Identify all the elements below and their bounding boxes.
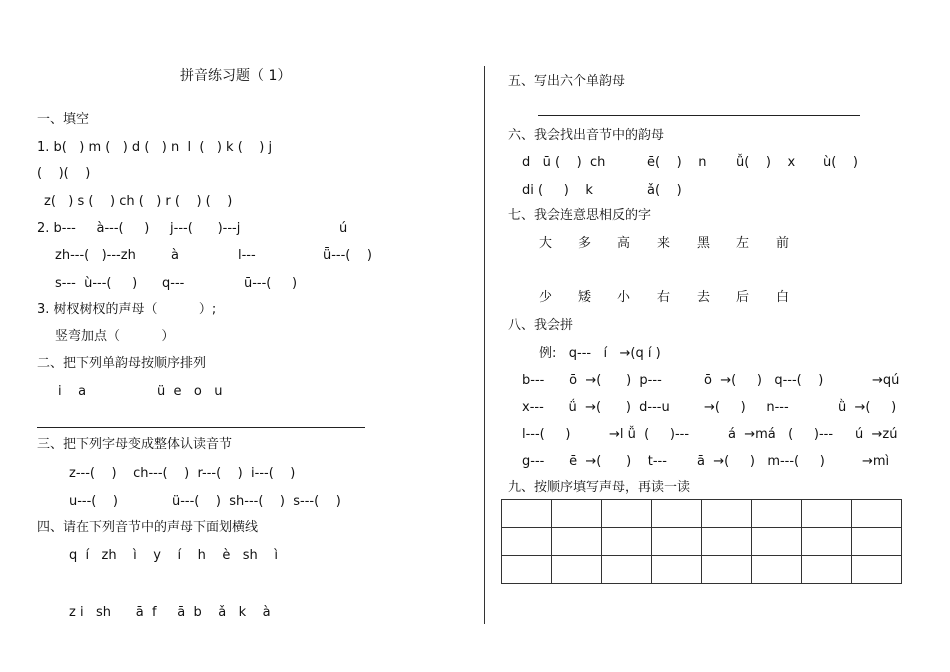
- grid-cell[interactable]: [752, 528, 802, 556]
- fill-line-3: z( ) s ( ) ch ( ) r ( ) ( ): [44, 194, 233, 209]
- spell-line-1-c: →qú: [872, 373, 900, 388]
- syllable-line-2: u---( ): [69, 494, 118, 509]
- antonym-char: 后: [736, 290, 750, 305]
- spell-line-2-c: ǜ →( ): [838, 400, 897, 415]
- spell-line-4: g--- ē →( ) t---: [522, 454, 667, 469]
- grid-cell[interactable]: [652, 528, 702, 556]
- grid-cell[interactable]: [552, 500, 602, 528]
- antonym-char: 左: [736, 236, 750, 251]
- grid-cell[interactable]: [652, 500, 702, 528]
- answer-line: [37, 427, 365, 428]
- spell-example: 例: q--- í →(q í ): [539, 346, 661, 361]
- section-9-heading: 九、按顺序填写声母，再读一读: [508, 480, 691, 495]
- answer-line: [538, 115, 860, 116]
- section-1-heading: 一、填空: [37, 112, 90, 127]
- finals-line-2: di ( ) k: [522, 183, 593, 198]
- section-5-heading: 五、写出六个单韵母: [508, 74, 626, 89]
- antonym-char: 高: [617, 236, 631, 251]
- grid-cell[interactable]: [502, 528, 552, 556]
- grid-cell[interactable]: [602, 528, 652, 556]
- spell-line-4-b: ā →( ) m---( ): [697, 454, 825, 469]
- initials-grid: [501, 499, 902, 584]
- grid-cell[interactable]: [502, 500, 552, 528]
- fill-line-4-tail: ú: [339, 221, 348, 236]
- spell-line-3-d: ú →zú: [855, 427, 898, 442]
- grid-cell[interactable]: [602, 556, 652, 584]
- grid-cell[interactable]: [552, 528, 602, 556]
- vowels-list-b: ü e o u: [157, 384, 223, 399]
- vowels-list-a: i a: [58, 384, 87, 399]
- spell-line-1: b--- ō →( ) p---: [522, 373, 662, 388]
- grid-cell[interactable]: [702, 500, 752, 528]
- grid-cell[interactable]: [652, 556, 702, 584]
- fill-line-4: 2. b--- à---( ) j---( )---j: [37, 221, 241, 236]
- fill-line-5-d: ǖ---( ): [323, 248, 372, 263]
- grid-cell[interactable]: [802, 556, 852, 584]
- spell-line-3: l---( ): [522, 427, 571, 442]
- finals-line-1-c: ǚ( ) x: [736, 155, 796, 170]
- section-4-heading: 四、请在下列音节中的声母下面划横线: [37, 520, 259, 535]
- grid-cell[interactable]: [602, 500, 652, 528]
- section-2-heading: 二、把下列单韵母按顺序排列: [37, 356, 207, 371]
- grid-cell[interactable]: [752, 556, 802, 584]
- antonym-char: 大: [539, 236, 553, 251]
- section-6-heading: 六、我会找出音节中的韵母: [508, 128, 665, 143]
- syllable-line-2-b: ü---( ) sh---( ) s---( ): [172, 494, 341, 509]
- grid-cell[interactable]: [702, 528, 752, 556]
- grid-cell[interactable]: [752, 500, 802, 528]
- syllable-line-1: z---( ) ch---( ) r---( ) i---( ): [69, 466, 296, 481]
- antonym-char: 少: [539, 290, 553, 305]
- fill-line-1: 1. b( ) m ( ) d ( ) n l ( ) k ( ) j: [37, 140, 273, 155]
- antonym-char: 白: [776, 290, 790, 305]
- spell-line-4-c: →mì: [862, 454, 890, 469]
- antonym-char: 前: [776, 236, 790, 251]
- column-divider: [484, 66, 485, 624]
- spell-line-1-b: ō →( ) q---( ): [704, 373, 824, 388]
- section-7-heading: 七、我会连意思相反的字: [508, 208, 652, 223]
- fill-line-5: zh---( )---zh: [55, 248, 136, 263]
- fill-line-5-b: à: [171, 248, 179, 263]
- section-8-heading: 八、我会拼: [508, 318, 574, 333]
- grid-cell[interactable]: [552, 556, 602, 584]
- antonym-char: 多: [578, 236, 592, 251]
- antonym-char: 矮: [578, 290, 592, 305]
- section-3-heading: 三、把下列字母变成整体认读音节: [37, 437, 233, 452]
- page-title: 拼音练习题（ 1）: [180, 68, 292, 84]
- antonym-char: 来: [657, 236, 671, 251]
- grid-cell[interactable]: [502, 556, 552, 584]
- antonym-char: 右: [657, 290, 671, 305]
- initials-line-2: z i sh ā f ā b ǎ k à: [69, 605, 271, 620]
- antonym-char: 小: [617, 290, 631, 305]
- finals-line-1: d ū ( ) ch: [522, 155, 606, 170]
- grid-cell[interactable]: [852, 500, 902, 528]
- antonym-char: 黑: [697, 236, 711, 251]
- fill-line-7: 3. 树杈树杈的声母（ ）;: [37, 302, 217, 317]
- spell-line-2-b: →( ) n---: [704, 400, 789, 415]
- fill-line-5-c: l---: [238, 248, 256, 263]
- spell-line-3-b: →l ǚ ( )---: [609, 427, 690, 442]
- finals-line-1-d: ù( ): [823, 155, 858, 170]
- initials-line-1: q í zh ì y í h è sh ì: [69, 548, 278, 563]
- grid-cell[interactable]: [702, 556, 752, 584]
- grid-cell[interactable]: [802, 500, 852, 528]
- fill-line-2: ( )( ): [37, 166, 91, 181]
- fill-line-6: s--- ù---( ) q---: [55, 276, 185, 291]
- antonym-char: 去: [697, 290, 711, 305]
- grid-cell[interactable]: [802, 528, 852, 556]
- grid-cell[interactable]: [852, 556, 902, 584]
- finals-line-2-b: ǎ( ): [647, 183, 682, 198]
- finals-line-1-b: ē( ) n: [647, 155, 707, 170]
- grid-cell[interactable]: [852, 528, 902, 556]
- spell-line-2: x--- ǘ →( ) d---u: [522, 400, 670, 415]
- fill-line-8: 竖弯加点（ ）: [55, 329, 175, 344]
- fill-line-6-b: ū---( ): [244, 276, 298, 291]
- spell-line-3-c: á →má ( )---: [728, 427, 834, 442]
